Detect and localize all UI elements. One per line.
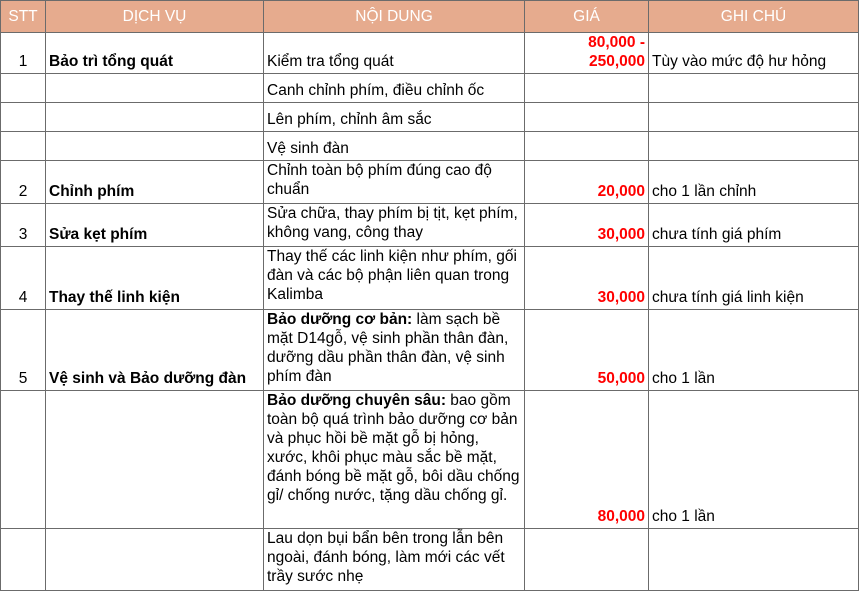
price-cell: 20,000	[525, 161, 649, 204]
stt-cell: 3	[1, 204, 46, 247]
price-cell	[525, 529, 649, 591]
stt-cell	[1, 529, 46, 591]
price-cell	[525, 132, 649, 161]
note-cell	[649, 103, 859, 132]
table-row	[1, 529, 859, 591]
note-cell	[649, 529, 859, 591]
table-row	[1, 132, 859, 161]
service-cell	[46, 132, 264, 161]
stt-cell: 5	[1, 310, 46, 391]
note-cell: Tùy vào mức độ hư hỏng	[649, 33, 859, 74]
table-row	[1, 204, 859, 247]
content-text: làm sạch bề mặt D14gỗ, vệ sinh phần thân đàn, dưỡng dầu phần thân đàn, vệ sinh phím đàn	[267, 311, 509, 385]
service-cell	[46, 103, 264, 132]
header-content: NỘI DUNG	[264, 1, 525, 33]
price-cell: 30,000	[525, 247, 649, 310]
service-cell: Thay thế linh kiện	[46, 247, 264, 310]
service-cell: Sửa kẹt phím	[46, 204, 264, 247]
note-cell: chưa tính giá linh kiện	[649, 247, 859, 310]
content-cell: Lau dọn bụi bẩn bên trong lẫn bên ngoài, đánh bóng, làm mới các vết trầy sước nhẹ	[264, 529, 525, 591]
content-cell: Sửa chữa, thay phím bị tịt, kẹt phím, không vang, công thay	[264, 204, 525, 247]
table-row	[1, 74, 859, 103]
header-note: GHI CHÚ	[649, 1, 859, 33]
stt-cell	[1, 391, 46, 529]
content-cell	[264, 310, 525, 391]
table-row	[1, 247, 859, 310]
header-service: DỊCH VỤ	[46, 1, 264, 33]
stt-cell	[1, 74, 46, 103]
content-cell: Canh chỉnh phím, điều chỉnh ốc	[264, 74, 525, 103]
content-bold-label: Bảo dưỡng cơ bản:	[267, 311, 413, 328]
note-cell	[649, 132, 859, 161]
price-cell: 50,000	[525, 310, 649, 391]
service-cell: Vệ sinh và Bảo dưỡng đàn	[46, 310, 264, 391]
header-stt: STT	[1, 1, 46, 33]
price-cell	[525, 103, 649, 132]
price-cell: 80,000 - 250,000	[525, 33, 649, 74]
note-cell: chưa tính giá phím	[649, 204, 859, 247]
content-cell: Chỉnh toàn bộ phím đúng cao độ chuẩn	[264, 161, 525, 204]
table-row	[1, 161, 859, 204]
service-cell: Bảo trì tổng quát	[46, 33, 264, 74]
table-row	[1, 103, 859, 132]
stt-cell: 2	[1, 161, 46, 204]
stt-cell: 4	[1, 247, 46, 310]
price-cell	[525, 74, 649, 103]
table-row	[1, 310, 859, 391]
stt-cell: 1	[1, 33, 46, 74]
content-cell: Lên phím, chỉnh âm sắc	[264, 103, 525, 132]
note-cell: cho 1 lần chỉnh	[649, 161, 859, 204]
service-cell	[46, 391, 264, 529]
table-row	[1, 391, 859, 529]
content-bold-label: Bảo dưỡng chuyên sâu:	[267, 392, 446, 409]
stt-cell	[1, 132, 46, 161]
header-row	[1, 1, 859, 33]
note-cell: cho 1 lần	[649, 310, 859, 391]
header-price: GIÁ	[525, 1, 649, 33]
content-cell	[264, 391, 525, 529]
price-cell: 30,000	[525, 204, 649, 247]
stt-cell	[1, 103, 46, 132]
content-text: bao gồm toàn bộ quá trình bảo dưỡng cơ bản và phục hồi bề mặt gỗ bị hỏng, xước, khôi phục màu sắc bề mặt, đánh bóng bề mặt gỗ, bôi dầu chống gỉ/ chống nước, tặng dầu chống gỉ.	[267, 392, 520, 504]
service-cell	[46, 74, 264, 103]
note-cell: cho 1 lần	[649, 391, 859, 529]
service-cell	[46, 529, 264, 591]
content-cell: Kiểm tra tổng quát	[264, 33, 525, 74]
price-cell: 80,000	[525, 391, 649, 529]
content-cell: Vệ sinh đàn	[264, 132, 525, 161]
note-cell	[649, 74, 859, 103]
content-cell: Thay thế các linh kiện như phím, gối đàn và các bộ phận liên quan trong Kalimba	[264, 247, 525, 310]
service-cell: Chỉnh phím	[46, 161, 264, 204]
table-row	[1, 33, 859, 74]
